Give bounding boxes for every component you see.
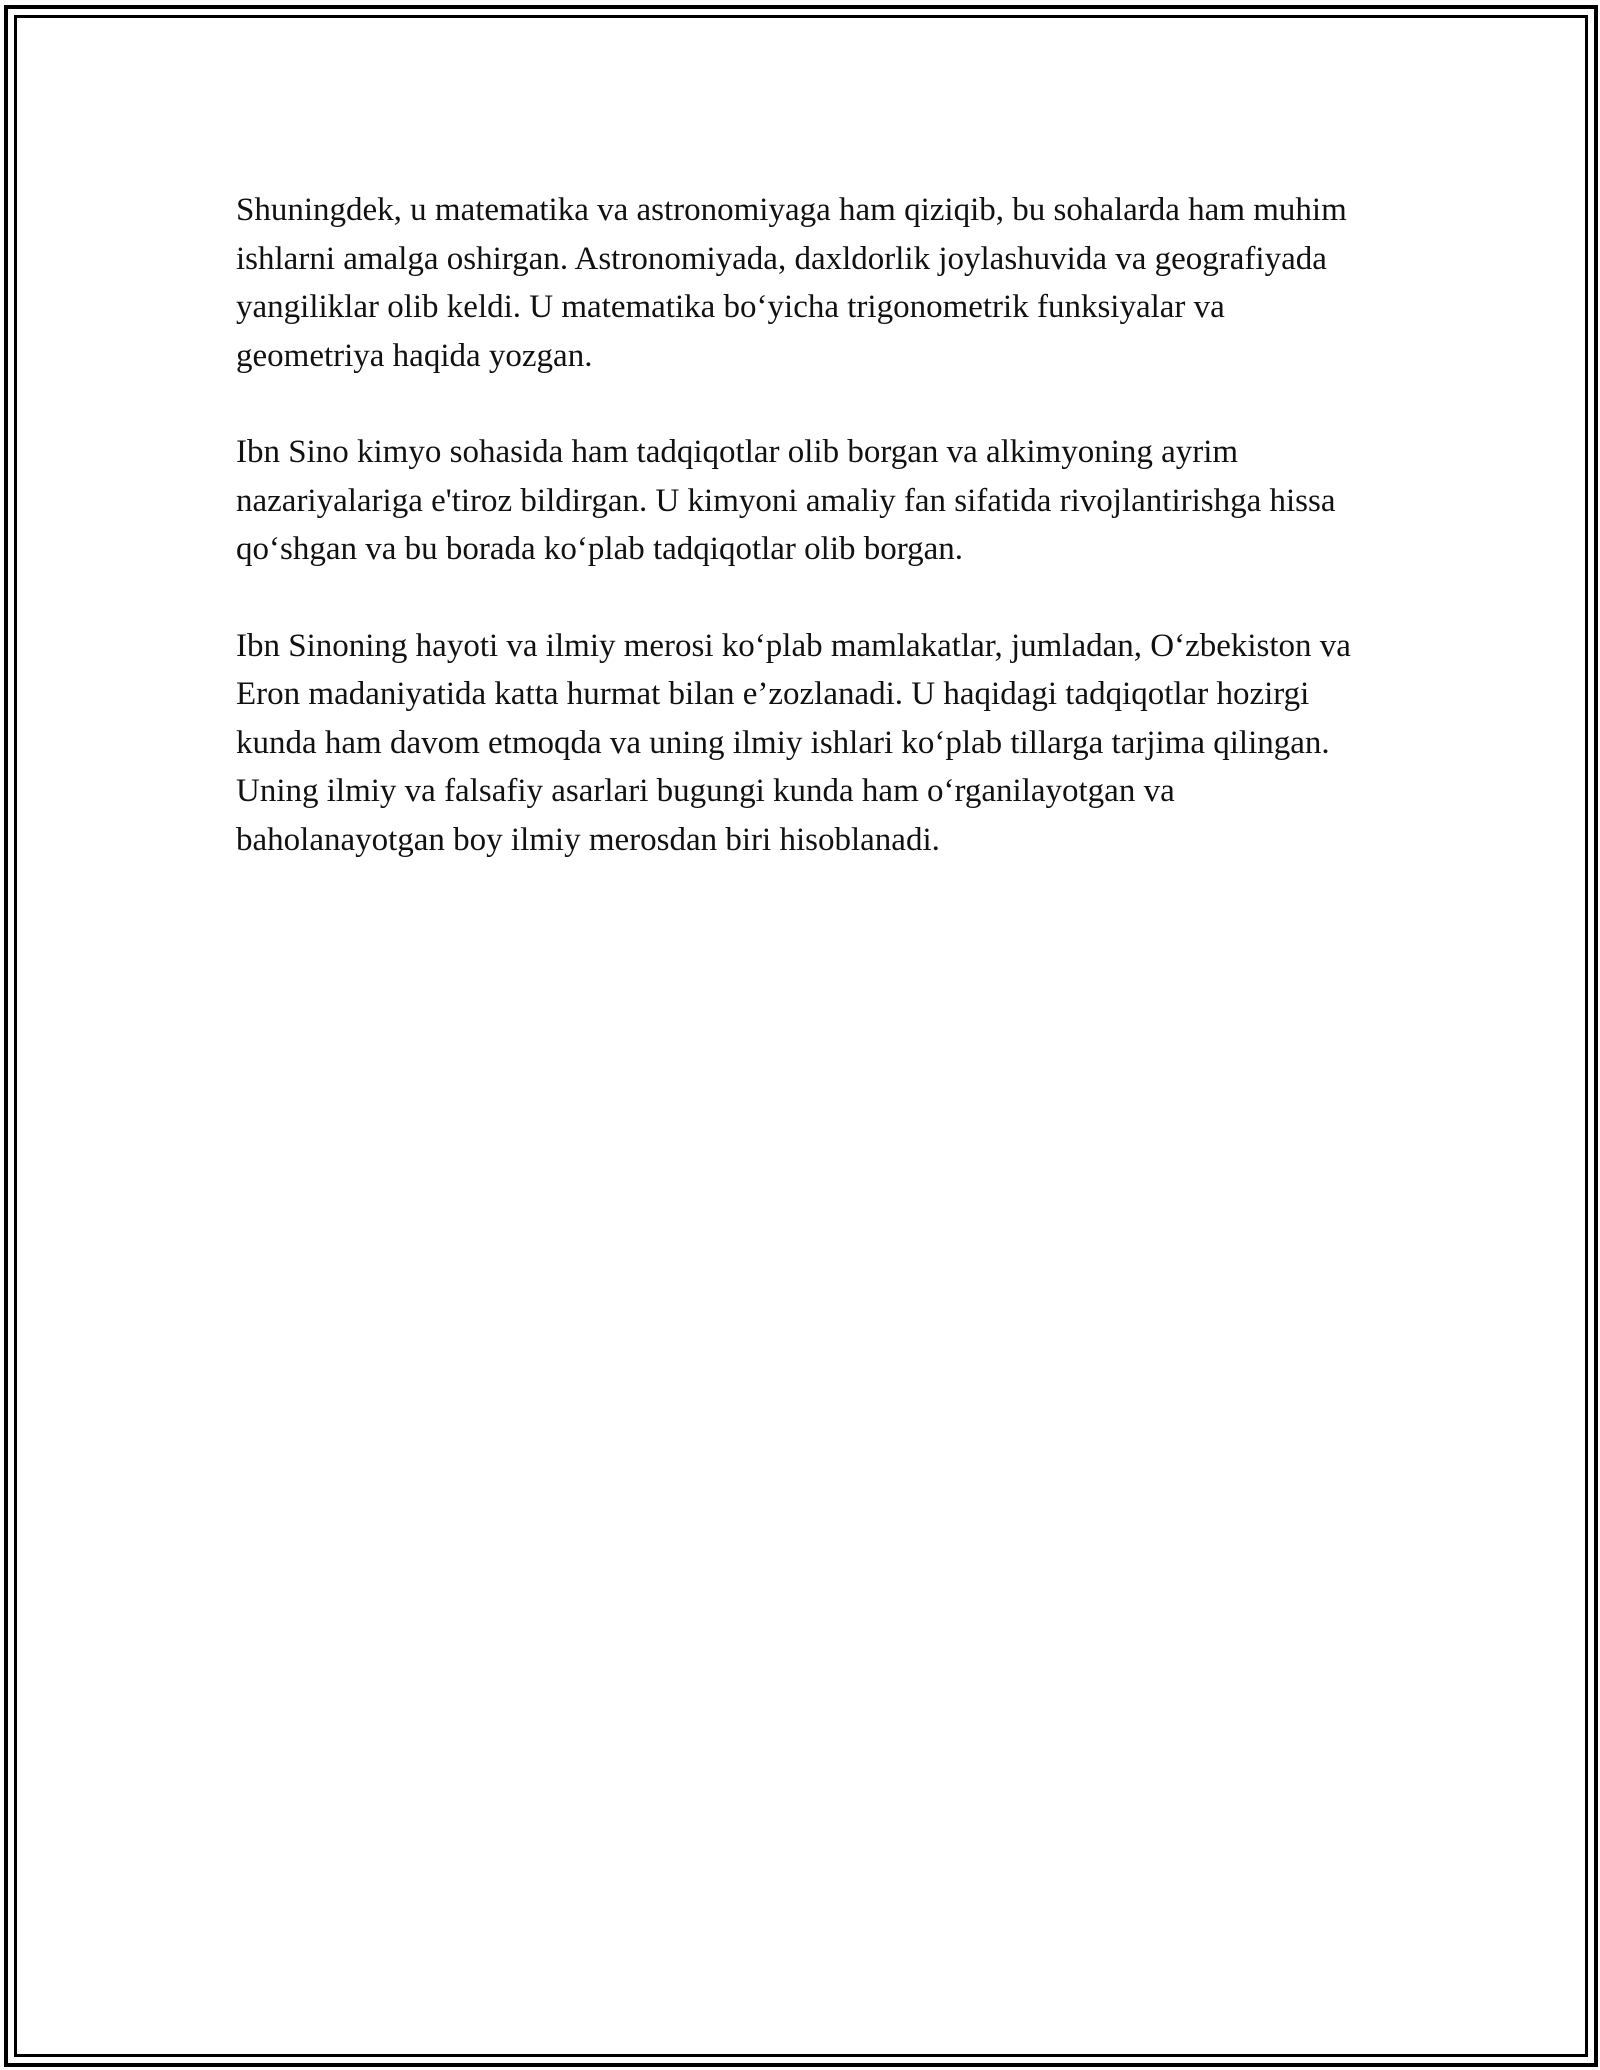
paragraph-3: Ibn Sinoning hayoti va ilmiy merosi ko‘plab mamlakatlar, jumladan, O‘zbekiston va Eron madaniyatida katta hurmat bilan e’zozlanadi. U haqidagi tadqiqotlar hozirgi kunda ham davom etmoqda va uning ilmiy ishlari ko‘plab tillarga tarjima qilingan. Uning ilmiy va falsafiy asarlari bugungi kunda ham o‘rganilayotgan va baholanayotgan boy ilmiy merosdan biri hisoblanadi.: [236, 627, 1351, 858]
document-body: [236, 186, 1371, 912]
paragraph-1: Shuningdek, u matematika va astronomiyaga ham qiziqib, bu sohalarda ham muhim ishlarni amalga oshirgan. Astronomiyada, daxldorlik joylashuvida va geografiyada yangiliklar olib keldi. U matematika bo‘yicha trigonometrik funksiyalar va geometriya haqida yozgan.: [236, 192, 1347, 374]
paragraph-2: Ibn Sino kimyo sohasida ham tadqiqotlar olib borgan va alkimyoning ayrim nazariyalariga e'tiroz bildirgan. U kimyoni amaliy fan sifatida rivojlantirishga hissa qo‘shgan va bu borada ko‘plab tadqiqotlar olib borgan.: [236, 434, 1336, 567]
